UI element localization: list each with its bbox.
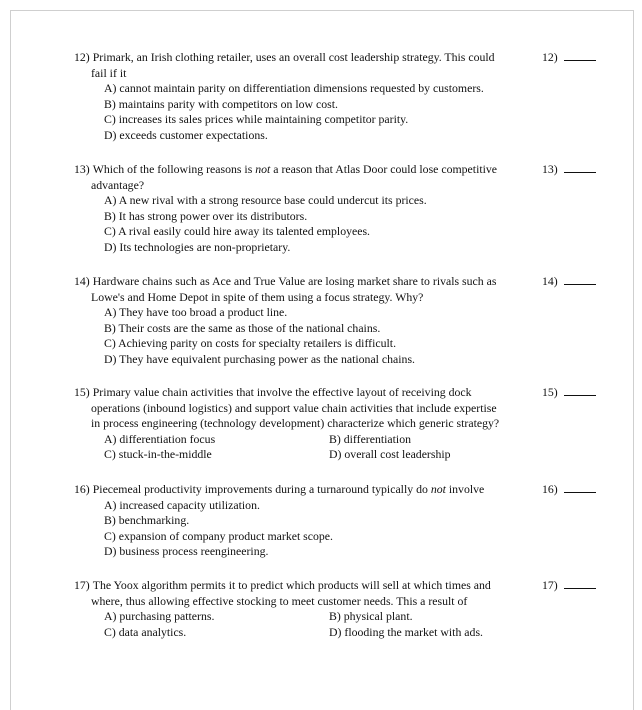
answer-blank[interactable] [564, 482, 596, 493]
option-grid [74, 609, 614, 640]
answer-slot-12[interactable] [542, 50, 596, 66]
question-stem [74, 482, 521, 498]
stem-continuation: advantage? [91, 177, 145, 192]
question-12 [74, 50, 614, 143]
stem-continuation: fail if it [91, 65, 127, 80]
stem-continuation: operations (inbound logistics) and support value chain activities that include expertise [91, 400, 497, 415]
stem-text: Which of the following reasons is [92, 162, 256, 176]
answer-label: 14) [542, 274, 558, 288]
option-a[interactable]: A) increased capacity utilization. [104, 497, 260, 512]
question-13 [74, 162, 614, 255]
answer-blank[interactable] [564, 50, 596, 61]
option-grid [74, 432, 614, 463]
option-c[interactable]: C) Achieving parity on costs for specialty retailers is difficult. [104, 336, 397, 350]
option-a[interactable]: A) cannot maintain parity on differentiation dimensions requested by customers. [104, 81, 484, 95]
option-b[interactable]: B) differentiation [329, 431, 412, 446]
answer-blank[interactable] [564, 578, 596, 589]
answer-slot-15[interactable] [542, 385, 596, 401]
answer-blank[interactable] [564, 274, 596, 285]
answer-label: 15) [542, 385, 558, 399]
option-a[interactable]: A) differentiation focus [104, 431, 216, 446]
question-stem [74, 162, 521, 178]
answer-label: 13) [542, 162, 558, 176]
stem-text: Primary value chain activities that involve the effective layout of receiving dock [92, 385, 472, 399]
stem-text: involve [445, 482, 485, 496]
option-d[interactable]: D) They have equivalent purchasing power as the national chains. [104, 351, 415, 366]
option-d[interactable]: D) overall cost leadership [329, 447, 451, 461]
question-stem [74, 578, 521, 594]
stem-continuation: where, thus allowing effective stocking to meet customer needs. This a result of [91, 593, 468, 608]
answer-blank[interactable] [564, 385, 596, 396]
option-d[interactable]: D) flooding the market with ads. [329, 624, 483, 639]
question-stem [74, 274, 521, 290]
question-number: 12) [74, 50, 90, 64]
answer-slot-16[interactable] [542, 482, 596, 498]
stem-text: Hardware chains such as Ace and True Value are losing market share to rivals such as [92, 274, 497, 288]
question-stem [74, 50, 521, 66]
option-a[interactable]: A) They have too broad a product line. [104, 305, 288, 319]
answer-slot-17[interactable] [542, 578, 596, 594]
question-number: 17) [74, 578, 90, 592]
answer-blank[interactable] [564, 162, 596, 173]
stem-text: The Yoox algorithm permits it to predict which products will sell at which times and [92, 578, 491, 592]
option-c[interactable]: C) stuck-in-the-middle [104, 447, 212, 461]
option-c[interactable]: C) increases its sales prices while maintaining competitor parity. [104, 112, 409, 126]
answer-slot-13[interactable] [542, 162, 596, 178]
question-number: 13) [74, 162, 90, 176]
answer-label: 16) [542, 482, 558, 496]
option-d[interactable]: D) Its technologies are non-proprietary. [104, 239, 291, 254]
option-d[interactable]: D) business process reengineering. [104, 544, 269, 558]
question-number: 16) [74, 482, 90, 496]
question-number: 14) [74, 274, 90, 288]
question-number: 15) [74, 385, 90, 399]
question-17 [74, 578, 614, 640]
option-b[interactable]: B) It has strong power over its distributors. [104, 208, 308, 223]
option-c[interactable]: C) expansion of company product market scope. [104, 528, 333, 543]
option-b[interactable]: B) maintains parity with competitors on low cost. [104, 96, 338, 111]
option-c[interactable]: C) A rival easily could hire away its talented employees. [104, 224, 371, 238]
answer-label: 17) [542, 578, 558, 592]
stem-continuation: Lowe's and Home Depot in spite of them using a focus strategy. Why? [91, 289, 424, 304]
option-b[interactable]: B) benchmarking. [104, 513, 190, 527]
stem-emphasis: not [430, 482, 446, 496]
option-c[interactable]: C) data analytics. [104, 624, 187, 639]
question-16 [74, 482, 614, 560]
option-b[interactable]: B) Their costs are the same as those of the national chains. [104, 320, 381, 335]
stem-text: a reason that Atlas Door could lose competitive [270, 162, 498, 176]
option-d[interactable]: D) exceeds customer expectations. [104, 127, 268, 142]
option-a[interactable]: A) A new rival with a strong resource base could undercut its prices. [104, 193, 427, 207]
question-stem [74, 385, 521, 401]
stem-continuation: in process engineering (technology development) characterize which generic strategy? [91, 416, 500, 430]
option-b[interactable]: B) physical plant. [329, 609, 413, 623]
stem-text: Piecemeal productivity improvements during a turnaround typically do [92, 482, 431, 496]
stem-text: Primark, an Irish clothing retailer, uses an overall cost leadership strategy. This could [92, 50, 495, 64]
question-14 [74, 274, 614, 367]
answer-label: 12) [542, 50, 558, 64]
option-a[interactable]: A) purchasing patterns. [104, 609, 215, 623]
answer-slot-14[interactable] [542, 274, 596, 290]
stem-emphasis: not [255, 162, 271, 176]
question-15 [74, 385, 614, 463]
